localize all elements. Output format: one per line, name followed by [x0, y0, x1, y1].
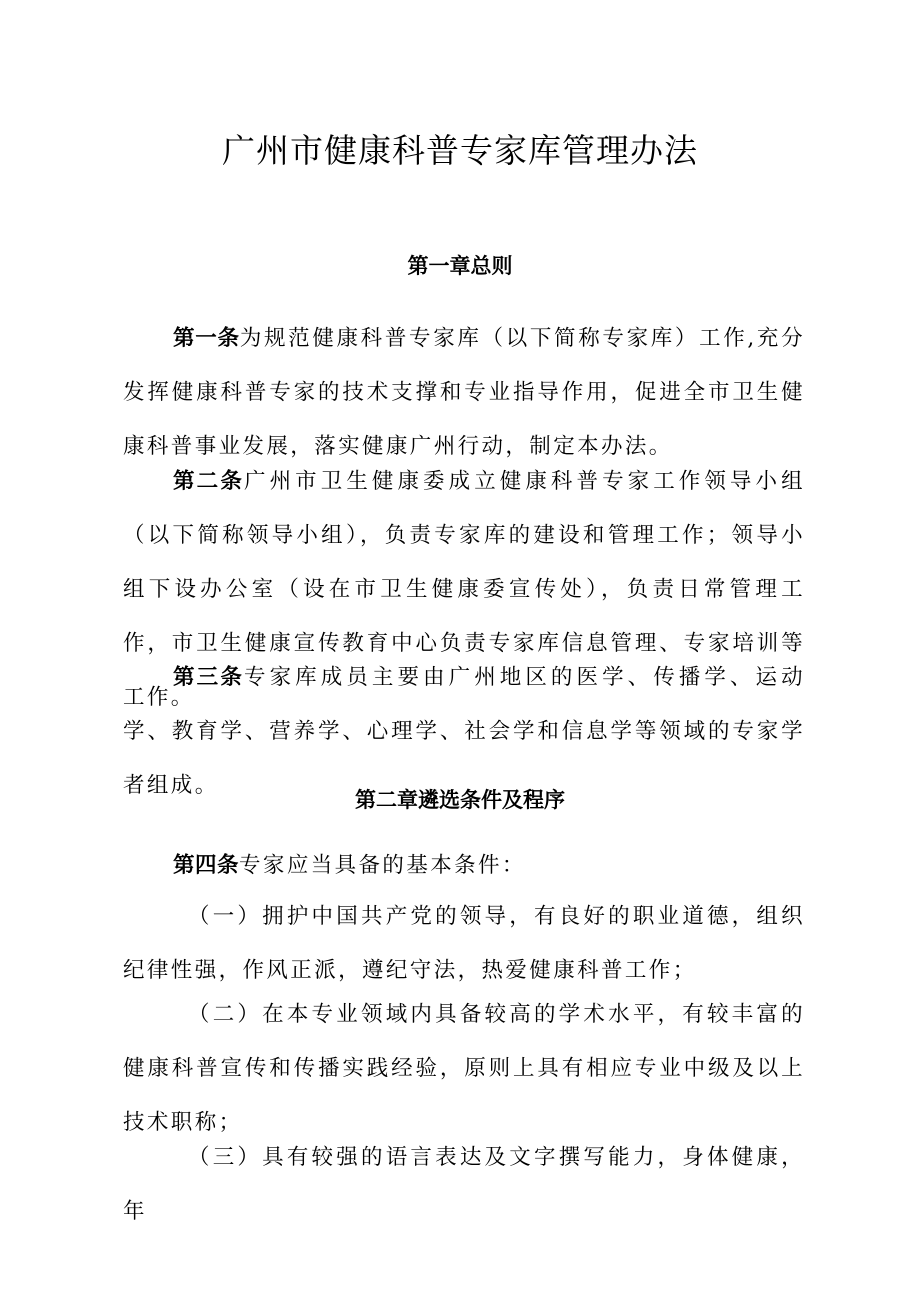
chapter-2-heading: 第二章遴选条件及程序	[355, 788, 565, 812]
article-4-item-2: （二）在本专业领域内具备较高的学术水平，有较丰富的健康科普宣传和传播实践经验，原则上具有相应专业中级及以上技术职称；	[123, 1002, 805, 1135]
article-2-text: 广州市卫生健康委成立健康科普专家工作领导小组（以下简称领导小组），负责专家库的建设和管理工作；领导小组下设办公室（设在市卫生健康委宣传处），负责日常管理工作，市卫生健康宣传教育中心负责专家库信息管理、专家培训等工作。	[123, 469, 805, 710]
article-1-text: 为规范健康科普专家库（以下简称专家库）工作,充分发挥健康科普专家的技术支撑和专业指导作用，促进全市卫生健康科普事业发展，落实健康广州行动，制定本办法。	[123, 326, 805, 459]
article-1-label: 第一条	[173, 326, 240, 351]
article-4-label: 第四条	[173, 853, 240, 878]
article-3-text: 专家库成员主要由广州地区的医学、传播学、运动学、教育学、营养学、心理学、社会学和信息学等领域的专家学者组成。	[123, 665, 805, 798]
article-3-label: 第三条	[173, 665, 245, 690]
document-title: 广州市健康科普专家库管理办法	[222, 131, 698, 170]
article-4-item-1: （一）拥护中国共产党的领导，有良好的职业道德，组织纪律性强，作风正派，遵纪守法，热爱健康科普工作；	[123, 904, 805, 983]
chapter-1-heading: 第一章总则	[407, 254, 513, 278]
article-2-label: 第二条	[173, 469, 245, 494]
article-4-item-3: （三）具有较强的语言表达及文字撰写能力，身体健康，年	[123, 1145, 805, 1224]
article-4	[123, 839, 805, 893]
article-4-text: 专家应当具备的基本条件：	[239, 853, 526, 878]
article-1	[123, 312, 805, 474]
